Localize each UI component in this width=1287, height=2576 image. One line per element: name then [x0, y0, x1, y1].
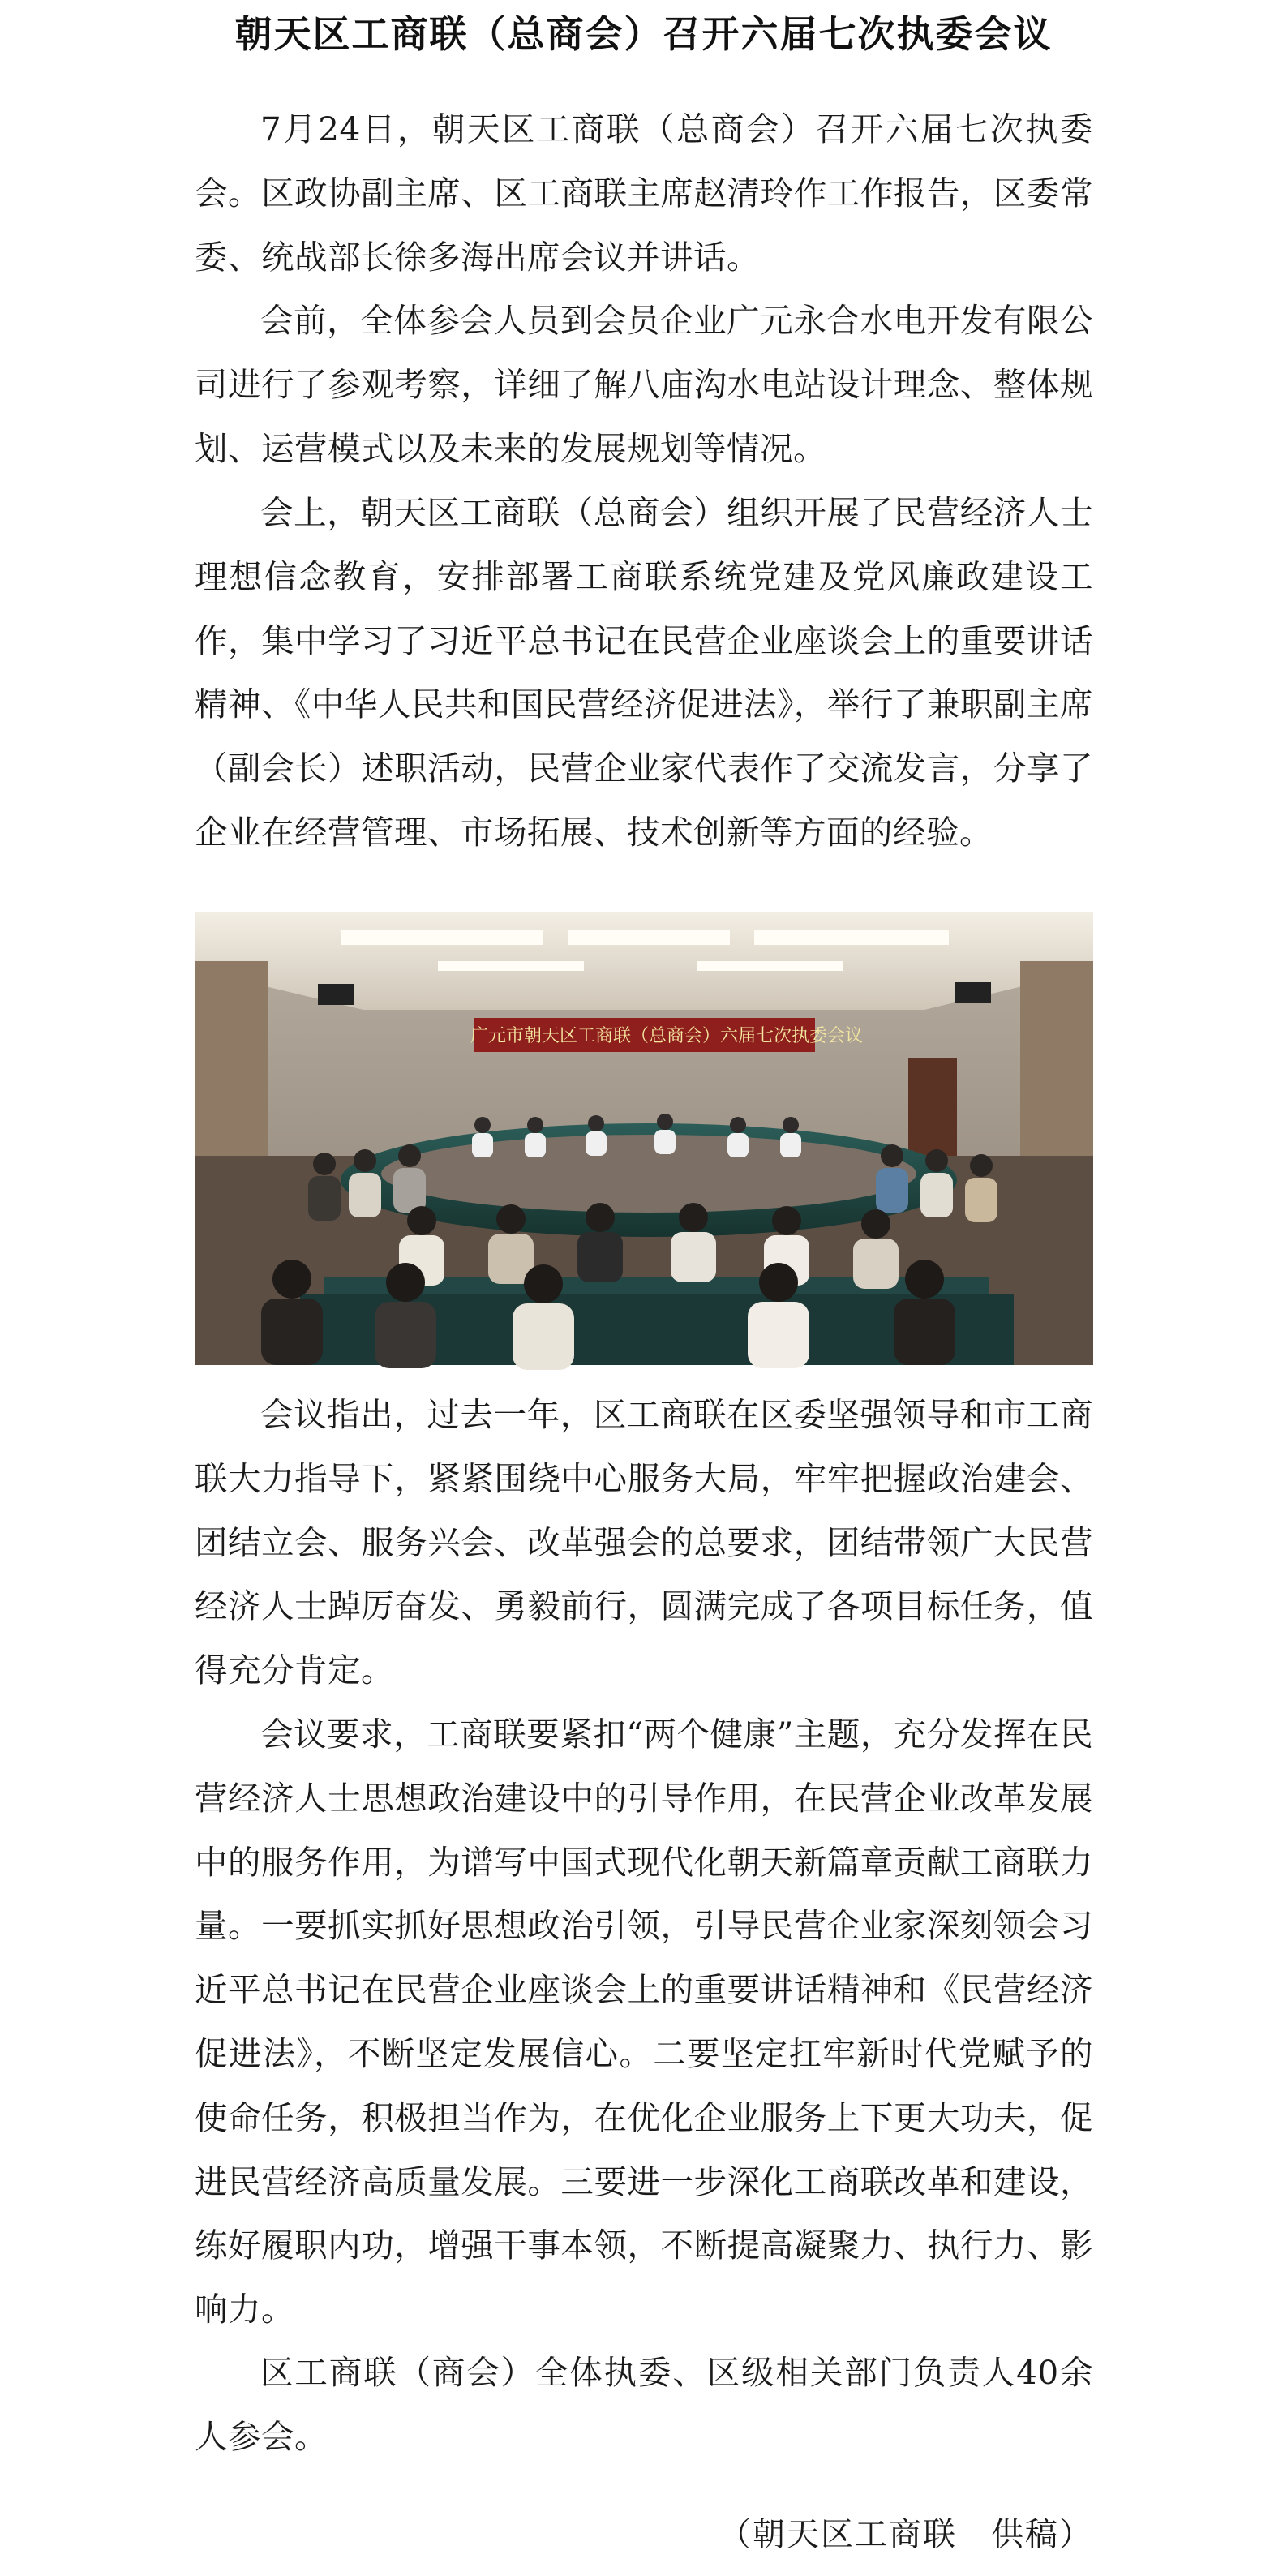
paragraph-2: 会前，全体参会人员到会员企业广元永合水电开发有限公司进行了参观考察，详细了解八庙沟水电站设计理念、整体规划、运营模式以及未来的发展规划等情况。 — [195, 301, 1093, 468]
meeting-banner-text: 广元市朝天区工商联（总商会）六届七次执委会议 — [470, 1026, 864, 1046]
meeting-room-illustration — [195, 912, 1093, 1365]
paragraph-1: 7月24日，朝天区工商联（总商会）召开六届七次执委会。区政协副主席、区工商联主席赵清玲作工作报告，区委常委、统战部长徐多海出席会议并讲话。 — [195, 109, 1093, 277]
meeting-photo — [195, 912, 1093, 1365]
paragraph-3: 会上，朝天区工商联（总商会）组织开展了民营经济人士理想信念教育，安排部署工商联系统党建及党风廉政建设工作，集中学习了习近平总书记在民营企业座谈会上的重要讲话精神、《中华人民共和国民营经济促进法》，举行了兼职副主席（副会长）述职活动，民营企业家代表作了交流发言，分享了企业在经营管理、市场拓展、技术创新等方面的经验。 — [195, 493, 1093, 852]
paragraph-6: 区工商联（商会）全体执委、区级相关部门负责人40余人参会。 — [195, 2353, 1093, 2456]
paragraph-4: 会议指出，过去一年，区工商联在区委坚强领导和市工商联大力指导下，紧紧围绕中心服务大局，牢牢把握政治建会、团结立会、服务兴会、改革强会的总要求，团结带领广大民营经济人士踔厉奋发、勇毅前行，圆满完成了各项目标任务，值得充分肯定。 — [195, 1395, 1093, 1690]
speaker-right — [955, 982, 991, 1003]
speaker-left — [318, 984, 354, 1005]
paragraph-5: 会议要求，工商联要紧扣“两个健康”主题，充分发挥在民营经济人士思想政治建设中的引导作用，在民营企业改革发展中的服务作用，为谱写中国式现代化朝天新篇章贡献工商联力量。一要抓实抓好思想政治引领，引导民营企业家深刻领会习近平总书记在民营企业座谈会上的重要讲话精神和《民营经济促进法》，不断坚定发展信心。二要坚定扛牢新时代党赋予的使命任务，积极担当作为，在优化企业服务上下更大功夫，促进民营经济高质量发展。三要进一步深化工商联改革和建设，练好履职内功，增强干事本领，不断提高凝聚力、执行力、影响力。 — [195, 1715, 1093, 2329]
article-title: 朝天区工商联（总商会）召开六届七次执委会议 — [234, 12, 1053, 56]
article-signoff: （朝天区工商联 供稿） — [719, 2516, 1093, 2553]
